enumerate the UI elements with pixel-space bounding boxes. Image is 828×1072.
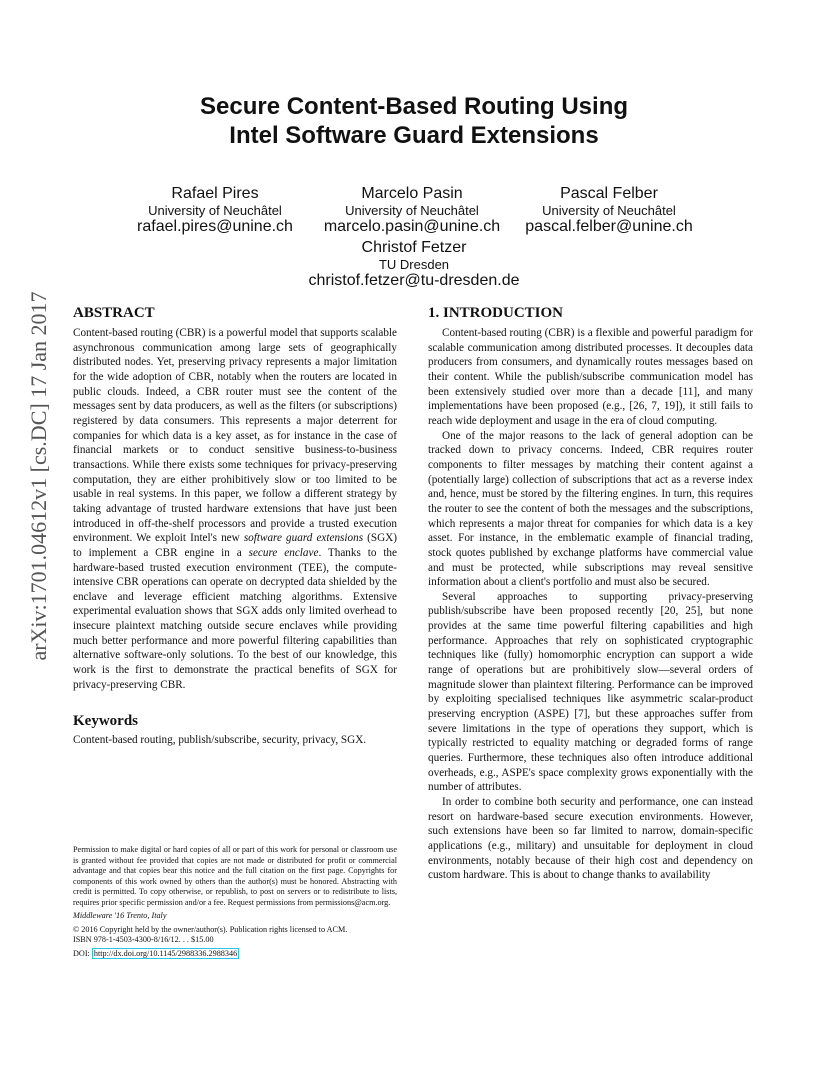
author-email: pascal.felber@unine.ch xyxy=(525,218,693,235)
abstract-emphasis-sgx: software guard extensions xyxy=(243,532,364,545)
copyright-text: © 2016 Copyright held by the owner/author(s). Publication rights licensed to ACM. xyxy=(73,924,348,934)
paper-title xyxy=(0,92,828,150)
abstract-part-1: Content-based routing (CBR) is a powerful model that supports scalable asynchronous communication among large sets of geographically distributed nodes. Yet, preserving privacy represents a major limitation for the wide adoption of CBR, notably when the routers are located in public clouds. Indeed, a CBR router must see the content of the messages sent by data producers, as well as the filters (or subscriptions) registered by data consumers. This represents a major deterrent for companies for which data is a key asset, as for instance in the case of financial markets or to conduct sensitive business-to-business transactions. While there exists some techniques for privacy-preserving computation, they are either prohibitively slow or too limited to be usable in real systems. In this paper, we follow a different strategy by taking advantage of trusted hardware extensions that have just been introduced in off-the-shelf processors and provide a trusted execution environment. We exploit Intel's new xyxy=(73,327,397,545)
author-affiliation: University of Neuchâtel xyxy=(345,203,479,218)
title-line-1: Secure Content-Based Routing Using xyxy=(199,93,629,120)
doi-label: DOI: xyxy=(73,948,90,958)
keywords-heading: Keywords xyxy=(73,713,138,730)
abstract-part-3: . Thanks to the hardware-based trusted execution environment (TEE), the compute-intensive CBR operations can operate on decrypted data shielded by the enclave and leverage efficient matching algorithms. Extensive experimental evaluation shows that SGX adds only limited overhead to insecure plaintext matching outside secure enclaves while providing much better performance and more powerful filtering capabilities than alternative software-only solutions. To the best of our knowledge, this work is the first to demonstrate the practical benefits of SGX for privacy-preserving CBR. xyxy=(73,546,397,691)
author-name: Christof Fetzer xyxy=(361,239,467,256)
intro-paragraph-1: Content-based routing (CBR) is a flexible and powerful paradigm for scalable communication among distributed processes. It decouples data producers from consumers, and dynamically routes messages based on their content. While the publish/subscribe communication model has been extensively studied over more than a decade [11], and many implementations have been proposed (e.g., [26, 7, 19]), it still fails to reach wide deployment and usage in the era of cloud computing. xyxy=(428,327,753,427)
author-name: Pascal Felber xyxy=(560,185,658,202)
introduction-heading: 1. INTRODUCTION xyxy=(428,305,564,321)
right-column xyxy=(428,304,753,883)
abstract-text xyxy=(73,326,397,692)
doi-link[interactable]: http://dx.doi.org/10.1145/2988336.2988346 xyxy=(93,948,238,958)
author-email: marcelo.pasin@unine.ch xyxy=(323,218,501,235)
author-name: Rafael Pires xyxy=(171,185,259,202)
abstract-part-2: (SGX) to implement a CBR engine in a xyxy=(73,532,397,559)
author-block-2 xyxy=(297,185,527,236)
left-column xyxy=(73,304,397,748)
keywords-text: Content-based routing, publish/subscribe, security, privacy, SGX. xyxy=(73,734,367,747)
abstract-emphasis-enclave: secure enclave xyxy=(248,546,319,559)
author-email: christof.fetzer@tu-dresden.de xyxy=(308,272,520,289)
author-affiliation: TU Dresden xyxy=(378,257,450,272)
author-email: rafael.pires@unine.ch xyxy=(137,218,293,235)
abstract-heading: ABSTRACT xyxy=(73,305,155,321)
permission-block xyxy=(73,845,397,959)
permission-text: Permission to make digital or hard copies of all or part of this work for personal or classroom use is granted without fee provided that copies are not made or distributed for profit or commercial advantage and that copies bear this notice and the full citation on the first page. Copyrights for components of this work owned by others than the author(s) must be honored. Abstracting with credit is permitted. To copy otherwise, or republish, to post on servers or to redistribute to lists, requires prior specific permission and/or a fee. Request permissions from permissions@acm.org. xyxy=(73,845,397,907)
venue-text: Middleware '16 Trento, Italy xyxy=(73,911,167,920)
intro-paragraph-2: One of the major reasons to the lack of general adoption can be tracked down to privacy concerns. Indeed, CBR requires router components to filter messages by matching their content against a (potentially large) collection of subscriptions that act as a reverse index and, hence, must be stored by the filtering engines. In turn, this requires the router to see the content of both the messages and the subscriptions, which represents a major threat for companies for which data is a key asset. For instance, in the emblematic example of financial trading, stock quotes published by exchange platforms have commercial value and must be protected, while subscriptions may reveal sensitive information about a client's portfolio and must also be secured. xyxy=(428,429,753,589)
author-block-3 xyxy=(494,185,724,236)
author-name: Marcelo Pasin xyxy=(361,185,463,202)
intro-paragraph-3: Several approaches to supporting privacy-preserving publish/subscribe have been proposed recently [20, 25], but none provides at the same time powerful filtering capabilities and high performance. Approaches that rely on sophisticated cryptographic techniques like (fully) homomorphic encryption can support a wide range of operations but are prohibitively slow—several orders of magnitude slower than plaintext filtering. Performance can be improved by exploiting specialised techniques like asymmetric scalar-product preserving encryption (ASPE) [7], but these approaches suffer from severe limitations in the type of operations they support, which is typically restricted to equality matching or degraded forms of range queries. Furthermore, these techniques also often introduce additional overheads, e.g., ASPE's space complexity grows exponentially with the number of attributes. xyxy=(428,590,753,794)
isbn-text: ISBN 978-1-4503-4300-8/16/12. . . $15.00 xyxy=(73,935,214,944)
author-block-4 xyxy=(284,239,544,290)
intro-paragraph-4: In order to combine both security and performance, one can instead resort on hardware-based secure execution environments. However, such extensions have been so far limited to narrow, domain-specific applications (e.g., military) and unsuitable for deployment in cloud environments, notably because of their high cost and dependency on custom hardware. This is about to change thanks to availability xyxy=(428,796,753,882)
author-affiliation: University of Neuchâtel xyxy=(542,203,676,218)
arxiv-stamp: arXiv:1701.04612v1 [cs.DC] 17 Jan 2017 xyxy=(26,291,51,661)
author-affiliation: University of Neuchâtel xyxy=(148,203,282,218)
author-block-1 xyxy=(100,185,330,236)
title-line-2: Intel Software Guard Extensions xyxy=(229,122,599,149)
